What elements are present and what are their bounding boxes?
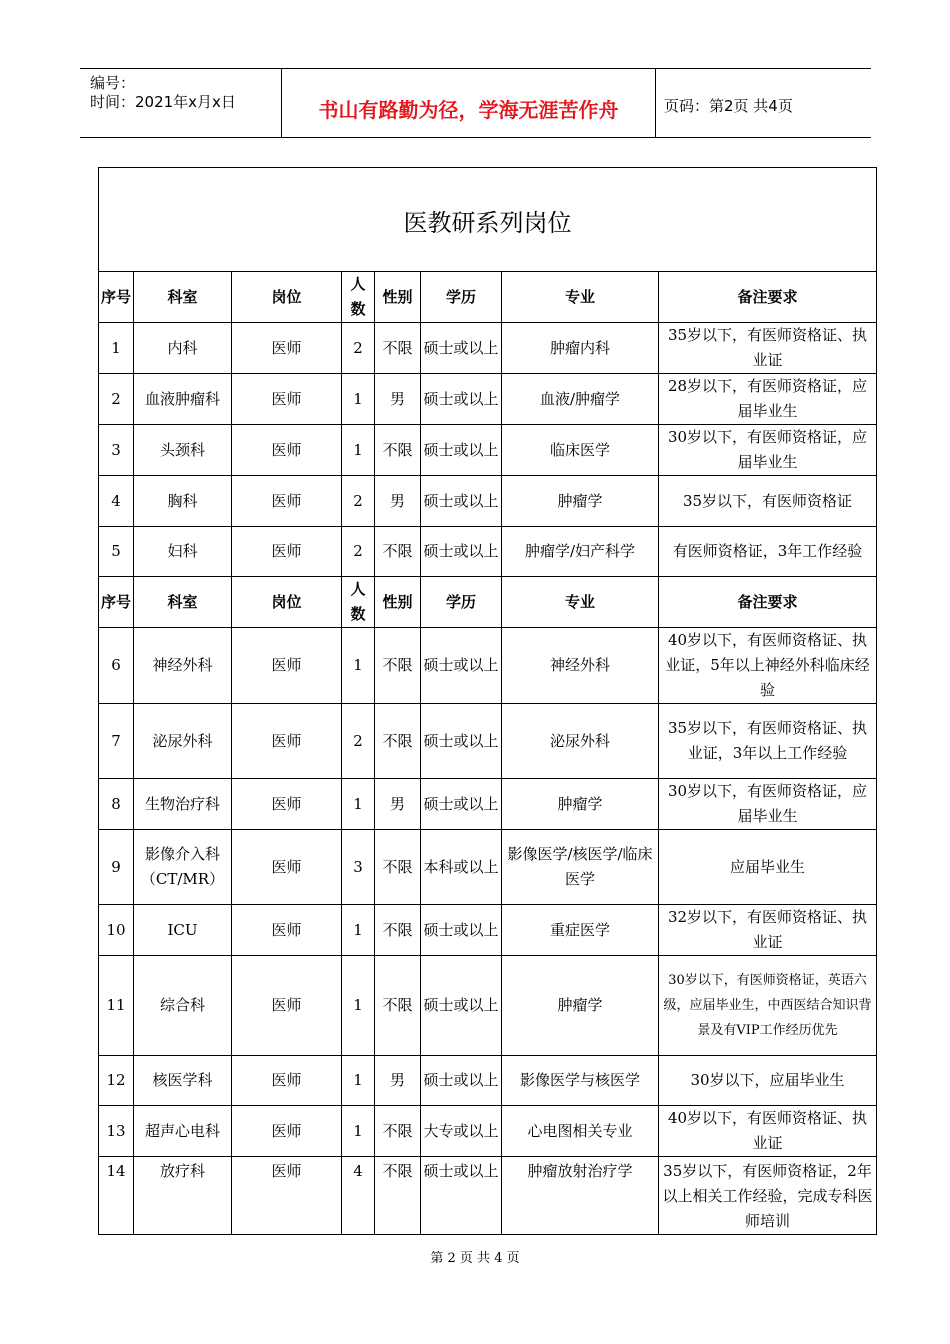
- cell-seq: 7: [99, 704, 134, 779]
- cell-post: 医师: [232, 425, 342, 476]
- cell-gender: 不限: [375, 1106, 421, 1157]
- cell-count: 2: [342, 323, 375, 374]
- cell-major: 泌尿外科: [502, 704, 659, 779]
- cell-count: 3: [342, 830, 375, 905]
- cell-major: 影像医学与核医学: [502, 1056, 659, 1106]
- cell-remarks: 30岁以下，有医师资格证，英语六级，应届毕业生，中西医结合知识背景及有VIP工作经历优先: [659, 956, 877, 1056]
- table-header-row: [99, 272, 877, 323]
- cell-remarks: 35岁以下，有医师资格证、执业证: [659, 323, 877, 374]
- cell-edu: 硕士或以上: [421, 704, 502, 779]
- cell-remarks: 32岁以下，有医师资格证、执业证: [659, 905, 877, 956]
- cell-major: 影像医学/核医学/临床医学: [502, 830, 659, 905]
- cell-count: 1: [342, 1056, 375, 1106]
- cell-dept: 头颈科: [134, 425, 232, 476]
- cell-major: 心电图相关专业: [502, 1106, 659, 1157]
- cell-gender: 不限: [375, 527, 421, 577]
- table-row: [99, 830, 877, 905]
- cell-edu: 硕士或以上: [421, 628, 502, 704]
- table-row: [99, 905, 877, 956]
- cell-count: 1: [342, 956, 375, 1056]
- cell-major: 肿瘤学: [502, 779, 659, 830]
- cell-dept: 泌尿外科: [134, 704, 232, 779]
- cell-edu: 硕士或以上: [421, 905, 502, 956]
- cell-seq: 4: [99, 476, 134, 527]
- header-page-cell: [656, 69, 871, 137]
- cell-count: 1: [342, 905, 375, 956]
- positions-table-wrapper: [98, 167, 877, 1235]
- cell-count: 2: [342, 527, 375, 577]
- cell-gender: 不限: [375, 830, 421, 905]
- header-gender: 性别: [375, 272, 421, 323]
- cell-gender: 男: [375, 1056, 421, 1106]
- cell-seq: 12: [99, 1056, 134, 1106]
- header-seq: 序号: [99, 272, 134, 323]
- cell-dept: 内科: [134, 323, 232, 374]
- cell-count: 1: [342, 1106, 375, 1157]
- cell-seq: 5: [99, 527, 134, 577]
- cell-dept: 超声心电科: [134, 1106, 232, 1157]
- cell-gender: 男: [375, 374, 421, 425]
- cell-dept: 神经外科: [134, 628, 232, 704]
- cell-post: 医师: [232, 1106, 342, 1157]
- header-major: 专业: [502, 272, 659, 323]
- cell-seq: 6: [99, 628, 134, 704]
- cell-post: 医师: [232, 374, 342, 425]
- cell-edu: 本科或以上: [421, 830, 502, 905]
- header-date-label: 时间：2021年x月x日: [90, 93, 236, 111]
- cell-major: 肿瘤学: [502, 476, 659, 527]
- cell-post: 医师: [232, 1157, 342, 1235]
- cell-post: 医师: [232, 956, 342, 1056]
- cell-count: 1: [342, 628, 375, 704]
- cell-count: 4: [342, 1157, 375, 1235]
- header-dept: 科室: [134, 577, 232, 628]
- cell-count: 1: [342, 425, 375, 476]
- header-meta-cell: [80, 69, 282, 137]
- cell-post: 医师: [232, 476, 342, 527]
- cell-seq: 9: [99, 830, 134, 905]
- cell-count: 2: [342, 476, 375, 527]
- cell-dept: 妇科: [134, 527, 232, 577]
- page-footer: 第 2 页 共 4 页: [430, 1251, 520, 1266]
- header-page-label: 页码：第2页 共4页: [664, 97, 793, 115]
- cell-remarks: 28岁以下，有医师资格证，应届毕业生: [659, 374, 877, 425]
- cell-gender: 不限: [375, 905, 421, 956]
- header-code-label: 编号：: [90, 74, 136, 92]
- cell-edu: 硕士或以上: [421, 323, 502, 374]
- table-title-row: [99, 168, 877, 272]
- cell-gender: 不限: [375, 323, 421, 374]
- cell-major: 肿瘤学/妇产科学: [502, 527, 659, 577]
- table-row: [99, 1157, 877, 1235]
- cell-dept: 生物治疗科: [134, 779, 232, 830]
- cell-edu: 大专或以上: [421, 1106, 502, 1157]
- cell-remarks: 40岁以下，有医师资格证、执业证: [659, 1106, 877, 1157]
- header-remarks: 备注要求: [659, 577, 877, 628]
- cell-dept: ICU: [134, 905, 232, 956]
- cell-post: 医师: [232, 905, 342, 956]
- cell-edu: 硕士或以上: [421, 956, 502, 1056]
- table-header-row: [99, 577, 877, 628]
- cell-edu: 硕士或以上: [421, 374, 502, 425]
- cell-major: 肿瘤放射治疗学: [502, 1157, 659, 1235]
- cell-seq: 2: [99, 374, 134, 425]
- cell-major: 重症医学: [502, 905, 659, 956]
- table-row: [99, 1056, 877, 1106]
- cell-dept: 放疗科: [134, 1157, 232, 1235]
- cell-remarks: 有医师资格证，3年工作经验: [659, 527, 877, 577]
- table-row: [99, 527, 877, 577]
- cell-post: 医师: [232, 628, 342, 704]
- cell-count: 2: [342, 704, 375, 779]
- table-row: [99, 628, 877, 704]
- running-header: [80, 68, 871, 138]
- header-dept: 科室: [134, 272, 232, 323]
- cell-seq: 11: [99, 956, 134, 1056]
- cell-remarks: 35岁以下，有医师资格证: [659, 476, 877, 527]
- cell-seq: 3: [99, 425, 134, 476]
- cell-gender: 不限: [375, 1157, 421, 1235]
- table-row: [99, 374, 877, 425]
- cell-dept: 核医学科: [134, 1056, 232, 1106]
- cell-edu: 硕士或以上: [421, 1056, 502, 1106]
- header-count: 人数: [342, 272, 375, 323]
- header-remarks: 备注要求: [659, 272, 877, 323]
- header-motto-cell: [282, 69, 656, 137]
- header-seq: 序号: [99, 577, 134, 628]
- cell-major: 肿瘤内科: [502, 323, 659, 374]
- cell-gender: 不限: [375, 425, 421, 476]
- cell-dept: 胸科: [134, 476, 232, 527]
- cell-post: 医师: [232, 1056, 342, 1106]
- cell-seq: 8: [99, 779, 134, 830]
- cell-seq: 13: [99, 1106, 134, 1157]
- cell-major: 肿瘤学: [502, 956, 659, 1056]
- cell-gender: 男: [375, 779, 421, 830]
- cell-post: 医师: [232, 323, 342, 374]
- table-row: [99, 1106, 877, 1157]
- cell-remarks: 应届毕业生: [659, 830, 877, 905]
- cell-gender: 不限: [375, 704, 421, 779]
- table-row: [99, 956, 877, 1056]
- table-row: [99, 425, 877, 476]
- cell-gender: 不限: [375, 628, 421, 704]
- cell-edu: 硕士或以上: [421, 779, 502, 830]
- positions-table: [98, 167, 877, 1235]
- header-major: 专业: [502, 577, 659, 628]
- cell-dept: 综合科: [134, 956, 232, 1056]
- cell-seq: 1: [99, 323, 134, 374]
- cell-post: 医师: [232, 704, 342, 779]
- cell-dept: 血液肿瘤科: [134, 374, 232, 425]
- header-post: 岗位: [232, 577, 342, 628]
- cell-remarks: 35岁以下，有医师资格证，2年以上相关工作经验，完成专科医师培训: [659, 1157, 877, 1235]
- header-post: 岗位: [232, 272, 342, 323]
- table-row: [99, 779, 877, 830]
- cell-gender: 男: [375, 476, 421, 527]
- cell-edu: 硕士或以上: [421, 1157, 502, 1235]
- header-motto: 书山有路勤为径，学海无涯苦作舟: [318, 98, 619, 122]
- header-gender: 性别: [375, 577, 421, 628]
- cell-seq: 14: [99, 1157, 134, 1235]
- cell-remarks: 40岁以下，有医师资格证、执业证，5年以上神经外科临床经验: [659, 628, 877, 704]
- cell-post: 医师: [232, 527, 342, 577]
- cell-post: 医师: [232, 779, 342, 830]
- cell-remarks: 35岁以下，有医师资格证、执业证，3年以上工作经验: [659, 704, 877, 779]
- header-edu: 学历: [421, 272, 502, 323]
- cell-remarks: 30岁以下，应届毕业生: [659, 1056, 877, 1106]
- cell-seq: 10: [99, 905, 134, 956]
- cell-post: 医师: [232, 830, 342, 905]
- table-row: [99, 323, 877, 374]
- cell-count: 1: [342, 779, 375, 830]
- table-row: [99, 704, 877, 779]
- cell-remarks: 30岁以下，有医师资格证，应届毕业生: [659, 779, 877, 830]
- cell-major: 血液/肿瘤学: [502, 374, 659, 425]
- cell-gender: 不限: [375, 956, 421, 1056]
- header-count: 人数: [342, 577, 375, 628]
- cell-major: 神经外科: [502, 628, 659, 704]
- header-edu: 学历: [421, 577, 502, 628]
- cell-edu: 硕士或以上: [421, 425, 502, 476]
- cell-major: 临床医学: [502, 425, 659, 476]
- cell-count: 1: [342, 374, 375, 425]
- cell-dept: 影像介入科（CT/MR）: [134, 830, 232, 905]
- cell-edu: 硕士或以上: [421, 476, 502, 527]
- cell-edu: 硕士或以上: [421, 527, 502, 577]
- cell-remarks: 30岁以下，有医师资格证，应届毕业生: [659, 425, 877, 476]
- table-row: [99, 476, 877, 527]
- table-title: 医教研系列岗位: [99, 168, 877, 272]
